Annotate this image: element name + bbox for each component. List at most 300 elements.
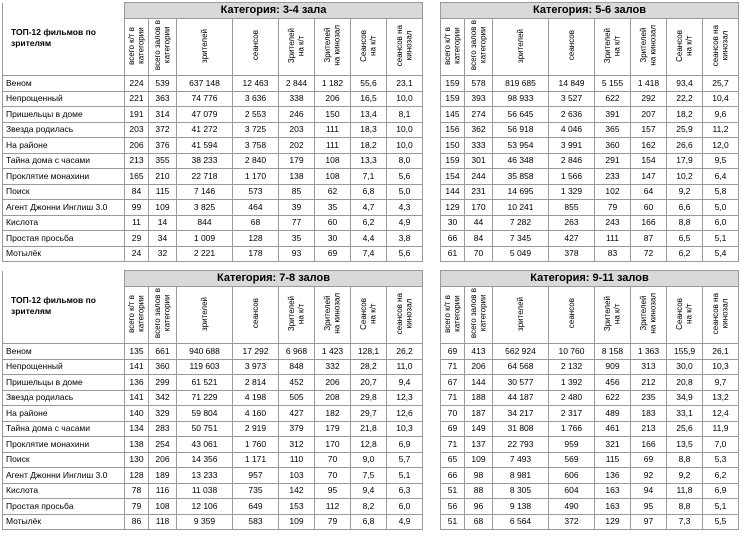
table-cell: 342: [149, 390, 177, 406]
table-cell: 314: [149, 107, 177, 123]
column-header: [703, 19, 739, 76]
table-cell: 231: [465, 184, 493, 200]
table-cell: 263: [549, 215, 595, 231]
table-cell: 1 170: [233, 169, 279, 185]
table-cell: 4 046: [549, 122, 595, 138]
table-cell: 9,6: [703, 107, 739, 123]
table-row: [441, 468, 739, 484]
table-cell: 10,3: [703, 359, 739, 375]
table-cell: 50 751: [177, 421, 233, 437]
table-cell: 452: [279, 375, 315, 391]
table-cell: 154: [441, 169, 465, 185]
table-cell: 6 968: [279, 344, 315, 360]
column-header-label: всего к/т в категории: [443, 26, 462, 65]
table-cell: 4 198: [233, 390, 279, 406]
table-cell: 1 766: [549, 421, 595, 437]
table-cell: 376: [149, 138, 177, 154]
table-cell: 162: [631, 138, 667, 154]
table-cell: 147: [631, 169, 667, 185]
table-cell: 12,4: [703, 406, 739, 422]
table-cell: 170: [315, 437, 351, 453]
table-cell: 207: [631, 107, 667, 123]
table-cell: 10 241: [493, 200, 549, 216]
table-cell: 20,8: [667, 375, 703, 391]
table-row: [3, 246, 423, 262]
table-cell: 136: [125, 375, 149, 391]
table-cell: 145: [441, 107, 465, 123]
table-cell: 111: [315, 138, 351, 154]
table-cell: 539: [149, 76, 177, 92]
table-cell: 489: [595, 406, 631, 422]
table-cell: 8,8: [667, 215, 703, 231]
table-cell: 93: [279, 246, 315, 262]
table-cell: 3 758: [233, 138, 279, 154]
column-header: [465, 19, 493, 76]
table-cell: 604: [549, 483, 595, 499]
table-cell: 83: [595, 246, 631, 262]
column-header-label: всего к/т в категории: [127, 294, 146, 333]
table-row: [441, 231, 739, 247]
table-cell: 56 645: [493, 107, 549, 123]
table-cell: 6,2: [351, 215, 387, 231]
table-cell: 29: [125, 231, 149, 247]
table-cell: 8,8: [667, 499, 703, 515]
table-cell: 622: [595, 91, 631, 107]
table-row: [3, 122, 423, 138]
column-header: [149, 287, 177, 344]
table-cell: 109: [465, 452, 493, 468]
table-row: [441, 122, 739, 138]
table-cell: 7,1: [351, 169, 387, 185]
table-cell: 30,0: [667, 359, 703, 375]
table-cell: 93,4: [667, 76, 703, 92]
column-header-label: Зрителей на к/т: [603, 295, 622, 332]
table-cell: 141: [125, 390, 149, 406]
table-cell: 301: [465, 153, 493, 169]
table-cell: 9 359: [177, 514, 233, 530]
table-cell: 2 480: [549, 390, 595, 406]
table-cell: 6,2: [703, 468, 739, 484]
table-row: [3, 344, 423, 360]
film-name: Кислота: [3, 483, 125, 499]
table-cell: 26,1: [703, 344, 739, 360]
table-cell: 9,4: [351, 483, 387, 499]
table-cell: 5,1: [703, 231, 739, 247]
table-cell: 622: [595, 390, 631, 406]
table-cell: 14: [149, 215, 177, 231]
table-cell: 2 840: [233, 153, 279, 169]
table-cell: 7,0: [703, 437, 739, 453]
film-name: Звезда родилась: [3, 390, 125, 406]
table-cell: 855: [549, 200, 595, 216]
table-cell: 94: [631, 483, 667, 499]
column-header-label: Сеансов на к/т: [675, 29, 694, 62]
table-cell: 14 695: [493, 184, 549, 200]
table-cell: 34,9: [667, 390, 703, 406]
table-cell: 9,0: [351, 452, 387, 468]
table-cell: 85: [279, 184, 315, 200]
table-cell: 47 079: [177, 107, 233, 123]
table-cell: 25,6: [667, 421, 703, 437]
table-cell: 5,4: [703, 246, 739, 262]
table-cell: 17,9: [667, 153, 703, 169]
table-cell: 128,1: [351, 344, 387, 360]
table-cell: 159: [441, 153, 465, 169]
column-header-label: зрителей: [199, 296, 209, 331]
table-cell: 28,2: [351, 359, 387, 375]
table-cell: 109: [279, 514, 315, 530]
column-header-label: зрителей: [515, 28, 525, 63]
table-row: [441, 390, 739, 406]
column-header-label: зрителей: [515, 296, 525, 331]
table-cell: 71: [441, 390, 465, 406]
table-cell: 213: [631, 421, 667, 437]
column-header-label: всего залов в категории: [469, 288, 488, 339]
table-cell: 1 566: [549, 169, 595, 185]
table-cell: 11,8: [667, 483, 703, 499]
table-cell: 35: [315, 200, 351, 216]
column-header: [549, 19, 595, 76]
table-row: [3, 437, 423, 453]
table-cell: 210: [149, 169, 177, 185]
table-cell: 7 282: [493, 215, 549, 231]
table-cell: 16,5: [351, 91, 387, 107]
table-cell: 203: [125, 122, 149, 138]
table-cell: 10,0: [387, 122, 423, 138]
table-cell: 128: [233, 231, 279, 247]
table-cell: 35: [279, 231, 315, 247]
column-header: [703, 287, 739, 344]
table-cell: 283: [149, 421, 177, 437]
table-row: [3, 375, 423, 391]
table-cell: 360: [149, 359, 177, 375]
table-cell: 490: [549, 499, 595, 515]
table-cell: 67: [441, 375, 465, 391]
column-header-label: сеансов: [566, 298, 576, 329]
table-row: [3, 91, 423, 107]
table-cell: 189: [149, 468, 177, 484]
table-cell: 8,0: [387, 153, 423, 169]
table-cell: 12 463: [233, 76, 279, 92]
table-cell: 13,3: [351, 153, 387, 169]
table-row: [441, 169, 739, 185]
table-cell: 60: [315, 215, 351, 231]
table-cell: 4,7: [351, 200, 387, 216]
table-cell: 41 594: [177, 138, 233, 154]
table-cell: 130: [125, 452, 149, 468]
table-cell: 212: [631, 375, 667, 391]
column-header-label: Сеансов на к/т: [675, 297, 694, 330]
table-cell: 18,2: [667, 107, 703, 123]
table-cell: 87: [631, 231, 667, 247]
table-cell: 1 329: [549, 184, 595, 200]
table-cell: 88: [465, 483, 493, 499]
table-cell: 7,3: [667, 514, 703, 530]
table-cell: 12,6: [387, 406, 423, 422]
table-cell: 2 814: [233, 375, 279, 391]
table-cell: 372: [149, 122, 177, 138]
table-cell: 427: [549, 231, 595, 247]
table-cell: 5,0: [387, 184, 423, 200]
table-row: [3, 390, 423, 406]
table-cell: 13 233: [177, 468, 233, 484]
table-cell: 5,0: [703, 200, 739, 216]
table-cell: 118: [149, 514, 177, 530]
film-name: Непрощенный: [3, 359, 125, 375]
film-name: На районе: [3, 406, 125, 422]
table-cell: 68: [233, 215, 279, 231]
table-cell: 187: [465, 406, 493, 422]
table-cell: 206: [125, 138, 149, 154]
table-cell: 138: [279, 169, 315, 185]
table-cell: 129: [595, 514, 631, 530]
table-row: [441, 437, 739, 453]
table-cell: 6,8: [351, 514, 387, 530]
table-cell: 98: [465, 468, 493, 484]
table-row: [3, 200, 423, 216]
column-header: [667, 19, 703, 76]
table-row: [441, 421, 739, 437]
table-cell: 22 793: [493, 437, 549, 453]
film-name: Проклятие монахини: [3, 437, 125, 453]
table-cell: 141: [125, 359, 149, 375]
table-cell: 108: [315, 153, 351, 169]
column-header: [387, 19, 423, 76]
table-cell: 456: [595, 375, 631, 391]
table-cell: 844: [177, 215, 233, 231]
table-cell: 313: [631, 359, 667, 375]
table-cell: 154: [631, 153, 667, 169]
table-cell: 332: [315, 359, 351, 375]
table-cell: 159: [441, 76, 465, 92]
column-header-label: сеансов на кинозал: [711, 292, 730, 335]
table-cell: 86: [125, 514, 149, 530]
table-row: [3, 406, 423, 422]
table-cell: 292: [631, 91, 667, 107]
table-cell: 150: [315, 107, 351, 123]
column-header: [315, 19, 351, 76]
table-cell: 8,8: [667, 452, 703, 468]
column-header-label: Зрителей на к/т: [603, 27, 622, 64]
table-row: [441, 344, 739, 360]
table-cell: 206: [149, 452, 177, 468]
table-row: [3, 231, 423, 247]
table-cell: 4,3: [387, 200, 423, 216]
table-cell: 461: [595, 421, 631, 437]
table-cell: 378: [549, 246, 595, 262]
film-name: Агент Джонни Инглиш 3.0: [3, 468, 125, 484]
table-row: [3, 468, 423, 484]
column-header-label: всего залов в категории: [153, 288, 172, 339]
table-cell: 5,1: [387, 468, 423, 484]
table-cell: 10,0: [387, 138, 423, 154]
film-name: Непрощенный: [3, 91, 125, 107]
table-cell: 12,0: [703, 138, 739, 154]
table-cell: 26,6: [667, 138, 703, 154]
table-cell: 321: [595, 437, 631, 453]
table-cell: 505: [279, 390, 315, 406]
table-cell: 4,9: [387, 514, 423, 530]
table-cell: 562 924: [493, 344, 549, 360]
table-row: [441, 499, 739, 515]
table-cell: 12,8: [351, 437, 387, 453]
table-cell: 2 553: [233, 107, 279, 123]
table-cell: 208: [315, 390, 351, 406]
table-row: [3, 421, 423, 437]
table-cell: 149: [465, 421, 493, 437]
column-header: [125, 287, 149, 344]
film-name: Веном: [3, 76, 125, 92]
table-cell: 6,8: [351, 184, 387, 200]
table-cell: 51: [441, 514, 465, 530]
table-cell: 34 217: [493, 406, 549, 422]
table-cell: 98 933: [493, 91, 549, 107]
table-cell: 1 423: [315, 344, 351, 360]
column-header: [149, 19, 177, 76]
table-cell: 44 187: [493, 390, 549, 406]
table-cell: 5,6: [387, 246, 423, 262]
table-cell: 53 954: [493, 138, 549, 154]
column-header-label: сеансов на кинозал: [395, 24, 414, 67]
table-cell: 62: [315, 184, 351, 200]
table-cell: 71: [441, 359, 465, 375]
table-cell: 31 808: [493, 421, 549, 437]
table-cell: 8,1: [387, 107, 423, 123]
table-cell: 70: [441, 406, 465, 422]
corner-label: ТОП-12 фильмов по зрителям: [3, 19, 125, 76]
table-cell: 134: [125, 421, 149, 437]
table-cell: 11,0: [387, 359, 423, 375]
table-cell: 6,2: [667, 246, 703, 262]
table-cell: 61 521: [177, 375, 233, 391]
table-cell: 10,2: [667, 169, 703, 185]
table-cell: 5,8: [703, 184, 739, 200]
table-cell: 213: [125, 153, 149, 169]
table-cell: 3 527: [549, 91, 595, 107]
column-header: [465, 287, 493, 344]
table-cell: 178: [233, 246, 279, 262]
corner-label: ТОП-12 фильмов по зрителям: [3, 287, 125, 344]
table-cell: 244: [465, 169, 493, 185]
table-cell: 140: [125, 406, 149, 422]
table-cell: 170: [465, 200, 493, 216]
table-cell: 5,1: [703, 499, 739, 515]
table-cell: 3,8: [387, 231, 423, 247]
table-cell: 4 160: [233, 406, 279, 422]
table-cell: 23,1: [387, 76, 423, 92]
table-cell: 206: [465, 359, 493, 375]
table-cell: 11,9: [703, 421, 739, 437]
film-name: Тайна дома с часами: [3, 153, 125, 169]
table-row: [441, 76, 739, 92]
column-header: [549, 287, 595, 344]
table-cell: 909: [595, 359, 631, 375]
table-row: [3, 215, 423, 231]
table-cell: 661: [149, 344, 177, 360]
table-cell: 3 991: [549, 138, 595, 154]
column-header-label: сеансов на кинозал: [711, 24, 730, 67]
table-cell: 137: [465, 437, 493, 453]
table-cell: 735: [233, 483, 279, 499]
table-cell: 6,9: [703, 483, 739, 499]
column-header-label: всего залов в категории: [153, 20, 172, 71]
table-cell: 221: [125, 91, 149, 107]
table-cell: 363: [149, 91, 177, 107]
table-cell: 10,4: [703, 91, 739, 107]
table-cell: 84: [125, 184, 149, 200]
table-cell: 103: [279, 468, 315, 484]
table-row: [3, 184, 423, 200]
table-cell: 66: [441, 231, 465, 247]
table-cell: 10,0: [387, 91, 423, 107]
table-cell: 26,2: [387, 344, 423, 360]
table-cell: 153: [279, 499, 315, 515]
table-cell: 64 568: [493, 359, 549, 375]
table-row: [441, 153, 739, 169]
column-header-label: Зрителей на кинозал: [323, 25, 342, 66]
table-cell: 6,3: [387, 483, 423, 499]
table-cell: 2 317: [549, 406, 595, 422]
table-cell: 13,2: [703, 390, 739, 406]
table-cell: 413: [465, 344, 493, 360]
table-cell: 29,8: [351, 390, 387, 406]
film-name: Простая просьба: [3, 231, 125, 247]
table-cell: 110: [279, 452, 315, 468]
table-cell: 191: [125, 107, 149, 123]
table-cell: 5,6: [387, 169, 423, 185]
table-cell: 29,7: [351, 406, 387, 422]
table-cell: 166: [631, 215, 667, 231]
table-cell: 163: [595, 499, 631, 515]
table-cell: 6,0: [387, 499, 423, 515]
category-table: [2, 2, 423, 262]
film-name: Простая просьба: [3, 499, 125, 515]
table-cell: 65: [441, 452, 465, 468]
table-cell: 1 760: [233, 437, 279, 453]
table-cell: 109: [149, 200, 177, 216]
column-header: [387, 287, 423, 344]
column-header-label: Сеансов на к/т: [359, 29, 378, 62]
table-cell: 30: [315, 231, 351, 247]
table-cell: 9,2: [667, 184, 703, 200]
table-cell: 155,9: [667, 344, 703, 360]
table-cell: 115: [595, 452, 631, 468]
table-cell: 179: [315, 421, 351, 437]
table-cell: 2 844: [279, 76, 315, 92]
table-cell: 157: [631, 122, 667, 138]
table-cell: 9,2: [667, 468, 703, 484]
table-cell: 1 182: [315, 76, 351, 92]
table-cell: 33,1: [667, 406, 703, 422]
table-cell: 202: [279, 138, 315, 154]
table-row: [441, 215, 739, 231]
table-cell: 39: [279, 200, 315, 216]
table-cell: 7,5: [351, 468, 387, 484]
column-header: [595, 19, 631, 76]
table-cell: 60: [631, 200, 667, 216]
table-cell: 3 973: [233, 359, 279, 375]
film-name: Кислота: [3, 215, 125, 231]
table-cell: 9,5: [703, 153, 739, 169]
table-cell: 138: [125, 437, 149, 453]
table-row: [441, 359, 739, 375]
table-cell: 2 919: [233, 421, 279, 437]
table-cell: 5,3: [703, 452, 739, 468]
table-cell: 183: [631, 406, 667, 422]
table-row: [3, 153, 423, 169]
table-cell: 69: [441, 344, 465, 360]
film-name: Поиск: [3, 452, 125, 468]
